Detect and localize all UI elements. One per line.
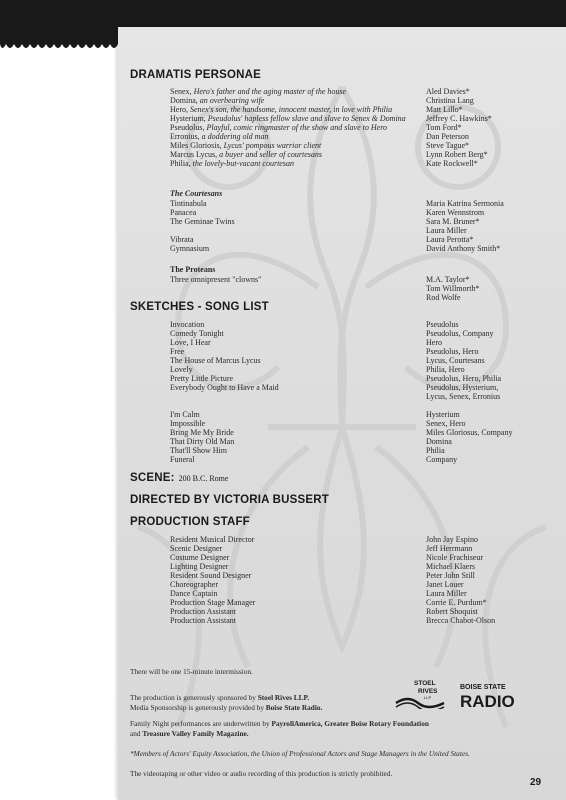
sketches-heading: SKETCHES - SONG LIST	[130, 301, 269, 313]
protean-right: Rod Wolfe	[426, 293, 461, 302]
cast-description: Pseudolus' hapless fellow slave and slave to Senex & Domina	[207, 114, 406, 123]
boise-state-radio-logo	[458, 679, 528, 711]
cast-description: Senex's son, the handsome, innocent master, in love with Philia	[190, 105, 393, 114]
song-label: I'm Calm	[170, 410, 200, 419]
song-left	[170, 419, 205, 428]
song-right: Philia, Hero	[426, 365, 465, 374]
courtesan-right: Laura Miller	[426, 226, 467, 235]
courtesan-label: Tintinabula	[170, 199, 207, 208]
song-label: Funeral	[170, 455, 195, 464]
proteans-heading: The Proteans	[170, 265, 216, 274]
staff-left	[170, 580, 218, 589]
cast-right: Matt Lillo*	[426, 105, 463, 114]
cast-left	[170, 159, 294, 168]
staff-label: Production Assistant	[170, 616, 237, 625]
song-right: Pseudolus, Hysterium,	[426, 383, 499, 392]
staff-label: Production Assistant	[170, 607, 237, 616]
cast-left	[170, 132, 268, 141]
media-name: Boise State Radio.	[265, 702, 323, 712]
song-left	[170, 437, 234, 446]
song-label: Comedy Tonight	[170, 329, 224, 338]
courtesan-left	[170, 235, 194, 244]
llp-word: LLP	[424, 695, 432, 700]
program-content	[118, 27, 566, 800]
sponsor-name: Stoel Rives LLP.	[257, 693, 310, 702]
staff-right: Brecca Chabot-Olson	[426, 616, 496, 625]
family-last-sponsor: Treasure Valley Family Magazine.	[142, 728, 249, 738]
song-left	[170, 383, 279, 392]
song-right: Hysterium	[426, 410, 460, 419]
cast-left	[170, 150, 322, 159]
cast-left	[170, 123, 387, 132]
cast-right: Tom Ford*	[426, 123, 462, 132]
courtesan-right: David Anthony Smith*	[426, 244, 501, 253]
cast-label: Pseudolus,	[170, 123, 207, 132]
boise-state-word: BOISE STATE	[460, 684, 506, 691]
courtesan-right: Karen Wennstrom	[426, 208, 485, 217]
staff-left	[170, 535, 254, 544]
protean-right: M.A. Taylor*	[426, 275, 470, 284]
courtesan-left	[170, 217, 235, 226]
staff-label: Lighting Designer	[170, 562, 229, 571]
song-right: Pseudolus	[426, 320, 459, 329]
protean-left	[170, 275, 261, 284]
song-label: That Dirty Old Man	[170, 437, 235, 446]
song-left	[170, 410, 200, 419]
staff-label: Resident Musical Director	[170, 535, 255, 544]
cast-left	[170, 105, 392, 114]
song-label: Everybody Ought to Have a Maid	[170, 383, 279, 392]
cast-left	[170, 141, 321, 150]
song-label: Pretty Little Picture	[170, 374, 234, 383]
stoel-rives-logo	[394, 677, 448, 709]
cast-left	[170, 114, 406, 123]
song-right: Senex, Hero	[426, 419, 466, 428]
staff-left	[170, 607, 236, 616]
song-left	[170, 338, 211, 347]
cast-right: Kate Rockwell*	[426, 159, 478, 168]
cast-label: Miles Gloriosis,	[170, 141, 224, 150]
cast-description: the lovely-but-vacant courtesan	[192, 159, 294, 168]
courtesan-left	[170, 208, 196, 217]
staff-left	[170, 571, 251, 580]
sponsor-text: The production is generously sponsored by	[130, 693, 258, 702]
staff-right: Corrie E. Purdum*	[426, 598, 487, 607]
cast-right: Lynn Robert Berg*	[426, 150, 488, 159]
staff-right: Nicole Frachiseur	[426, 553, 484, 562]
cast-label: Marcus Lycus,	[170, 150, 220, 159]
staff-label: Production Stage Manager	[170, 598, 256, 607]
staff-left	[170, 544, 222, 553]
cast-label: Hysterium,	[170, 114, 208, 123]
courtesan-left	[170, 199, 207, 208]
song-left	[170, 428, 234, 437]
staff-right: Jeff Herrmann	[426, 544, 473, 553]
song-label: Free	[170, 347, 185, 356]
cast-left	[170, 96, 264, 105]
cast-label: Hero,	[170, 105, 190, 114]
cast-description: Playful, comic ringmaster of the show and slave to Hero	[206, 123, 388, 132]
radio-word: RADIO	[460, 692, 515, 711]
stoel-word: STOEL	[414, 680, 436, 687]
family-sponsors: PayrollAmerica, Greater Boise Rotary Foundation	[271, 719, 429, 728]
cast-left	[170, 87, 346, 96]
cast-label: Domina,	[170, 96, 200, 105]
song-label: Bring Me My Bride	[170, 428, 234, 437]
staff-label: Scenic Designer	[170, 544, 223, 553]
cast-right: Jeffrey C. Hawkins*	[426, 114, 492, 123]
dramatis-heading: DRAMATIS PERSONAE	[130, 69, 261, 81]
cast-right: Christina Lang	[426, 96, 474, 105]
cast-description: Lycus' pompous warrior client	[223, 141, 322, 150]
courtesan-right: Sara M. Bruner*	[426, 217, 480, 226]
staff-label: Dance Captain	[170, 589, 218, 598]
song-left	[170, 320, 204, 329]
family-night-note	[130, 719, 550, 738]
staff-heading: PRODUCTION STAFF	[130, 516, 250, 528]
song-label: That'll Show Him	[170, 446, 227, 455]
staff-right: Robert Shoquist	[426, 607, 478, 616]
cast-right: Aled Davies*	[426, 87, 470, 96]
staff-label: Resident Sound Designer	[170, 571, 252, 580]
song-right: Hero	[426, 338, 442, 347]
staff-label: Choreographer	[170, 580, 218, 589]
intermission-note: There will be one 15-minute intermission.	[130, 667, 253, 676]
director-heading: DIRECTED BY VICTORIA BUSSERT	[130, 494, 329, 506]
staff-right: Michael Klaers	[426, 562, 476, 571]
equity-note	[130, 749, 560, 759]
song-right: Lycus, Courtesans	[426, 356, 485, 365]
cast-label: Senex,	[170, 87, 194, 96]
song-left	[170, 374, 233, 383]
song-right: Domina	[426, 437, 452, 446]
cast-right: Dan Peterson	[426, 132, 469, 141]
song-right: Pseudolus, Hero, Philia	[426, 374, 502, 383]
staff-left	[170, 562, 228, 571]
family-text: Family Night performances are underwritten by	[130, 719, 272, 728]
scene-label: SCENE:	[130, 472, 175, 484]
recording-note: The videotaping or other video or audio recording of this production is strictly prohibited.	[130, 769, 393, 778]
page-number: 29	[530, 777, 542, 788]
protean-label: Three omnipresent "clowns"	[170, 275, 262, 284]
song-left	[170, 347, 184, 356]
song-right: Lycus, Senex, Erronius	[426, 392, 501, 401]
courtesan-label: Vibrata	[170, 235, 194, 244]
cast-label: Philia,	[170, 159, 193, 168]
song-right: Pseudolus, Hero	[426, 347, 479, 356]
cast-label: Erronius,	[170, 132, 202, 141]
cast-right: Steve Tague*	[426, 141, 470, 150]
family-and: and	[130, 728, 143, 738]
courtesan-left	[170, 244, 209, 253]
song-label: Lovely	[170, 365, 193, 374]
song-right: Philia	[426, 446, 445, 455]
cast-description: a buyer and seller of courtesans	[219, 150, 322, 159]
protean-right: Tom Willmorth*	[426, 284, 480, 293]
courtesan-right: Laura Perotta*	[426, 235, 474, 244]
song-label: Invocation	[170, 320, 205, 329]
staff-right: John Jay Espino	[426, 535, 478, 544]
song-right: Company	[426, 455, 458, 464]
song-left	[170, 455, 194, 464]
song-label: Love, I Hear	[170, 338, 211, 347]
program-page	[118, 27, 566, 800]
staff-right: Laura Miller	[426, 589, 467, 598]
scene-line	[130, 472, 228, 484]
courtesan-label: Panacea	[170, 208, 197, 217]
staff-left	[170, 616, 236, 625]
staff-label: Costume Designer	[170, 553, 230, 562]
song-left	[170, 365, 193, 374]
cast-description: an overbearing wife	[199, 96, 265, 105]
courtesan-label: Gymnasium	[170, 244, 210, 253]
scallop-border	[0, 40, 118, 54]
staff-left	[170, 553, 229, 562]
courtesans-heading: The Courtesans	[170, 189, 223, 198]
song-left	[170, 329, 224, 338]
courtesan-right: Maria Katrina Sermonia	[426, 199, 504, 208]
staff-left	[170, 598, 255, 607]
staff-right: Janet Louer	[426, 580, 464, 589]
song-right: Pseudolus, Company	[426, 329, 494, 338]
song-label: The House of Marcus Lycus	[170, 356, 261, 365]
song-left	[170, 446, 227, 455]
courtesan-label: The Geminae Twins	[170, 217, 235, 226]
song-label: Impossible	[170, 419, 206, 428]
scene-value: 200 B.C. Rome	[178, 474, 229, 483]
cast-description: Hero's father and the aging master of the house	[193, 87, 347, 96]
rives-word: RIVES	[418, 688, 438, 695]
song-left	[170, 356, 261, 365]
staff-left	[170, 589, 217, 598]
song-right: Miles Gloriosus, Company	[426, 428, 513, 437]
equity-text: *Members of Actors' Equity Association, the Union of Professional Actors and Stage Managers in the United States.	[130, 749, 470, 758]
staff-right: Peter John Still	[426, 571, 475, 580]
media-text: Media Sponsorship is generously provided by	[130, 702, 266, 712]
cast-description: a doddering old man	[201, 132, 269, 141]
